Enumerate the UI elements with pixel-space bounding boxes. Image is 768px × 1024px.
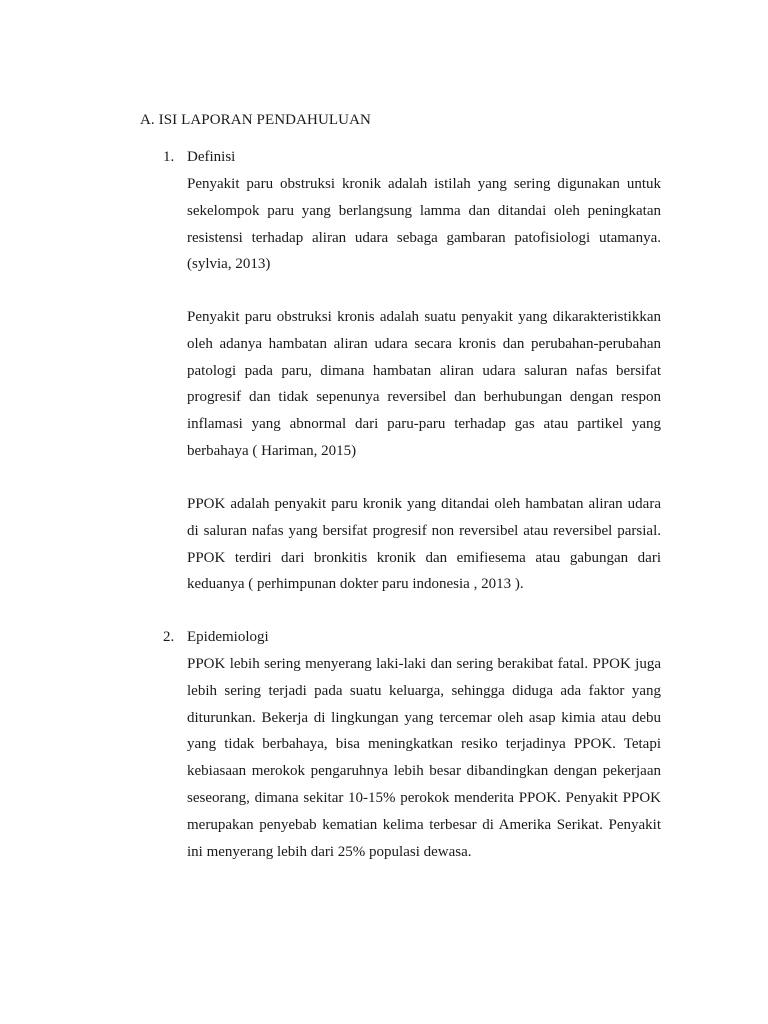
epidemiologi-paragraph-1: PPOK lebih sering menyerang laki-laki dan sering berakibat fatal. PPOK juga lebih sering terjadi pada suatu keluarga, sehingga diduga ada faktor yang diturunkan. Bekerja di lingkungan yang tercemar oleh asap kimia atau debu yang tidak berbahaya, bisa meningkatkan resiko terjadinya PPOK. Tetapi kebiasaan merokok pengaruhnya lebih besar dibandingkan dengan pekerjaan seseorang, dimana sekitar 10-15% perokok menderita PPOK. Penyakit PPOK merupakan penyebab kematian kelima terbesar di Amerika Serikat. Penyakit ini menyerang lebih dari 25% populasi dewasa. — [187, 656, 661, 860]
section-number: 1. — [163, 149, 175, 165]
section-title: Definisi — [187, 149, 236, 165]
definisi-paragraph-1: Penyakit paru obstruksi kronik adalah istilah yang sering digunakan untuk sekelompok paru yang berlangsung lamma dan ditandai oleh peningkatan resistensi terhadap aliran udara sebaga gambaran patofisiologi utamanya. (sylvia, 2013) — [187, 176, 661, 273]
definisi-paragraph-2: Penyakit paru obstruksi kronis adalah suatu penyakit yang dikarakteristikkan oleh adanya hambatan aliran udara secara kronis dan perubahan-perubahan patologi pada paru, dimana hambatan aliran udara saluran nafas bersifat progresif dan tidak sepenunya reversibel dan berhubungan dengan respon inflamasi yang abnormal dari paru-paru terhadap gas atau partikel yang berbahaya ( Hariman, 2015) — [187, 309, 661, 459]
section-number: 2. — [163, 629, 175, 645]
document-heading: A. ISI LAPORAN PENDAHULUAN — [140, 112, 371, 128]
definisi-paragraph-3: PPOK adalah penyakit paru kronik yang ditandai oleh hambatan aliran udara di saluran nafas yang bersifat progresif non reversibel atau reversibel parsial. PPOK terdiri dari bronkitis kronik dan emifiesema atau gabungan dari keduanya ( perhimpunan dokter paru indonesia , 2013 ). — [187, 496, 661, 593]
section-title: Epidemiologi — [187, 629, 269, 645]
section-epidemiologi-title — [163, 627, 363, 647]
section-definisi-title — [163, 147, 363, 167]
